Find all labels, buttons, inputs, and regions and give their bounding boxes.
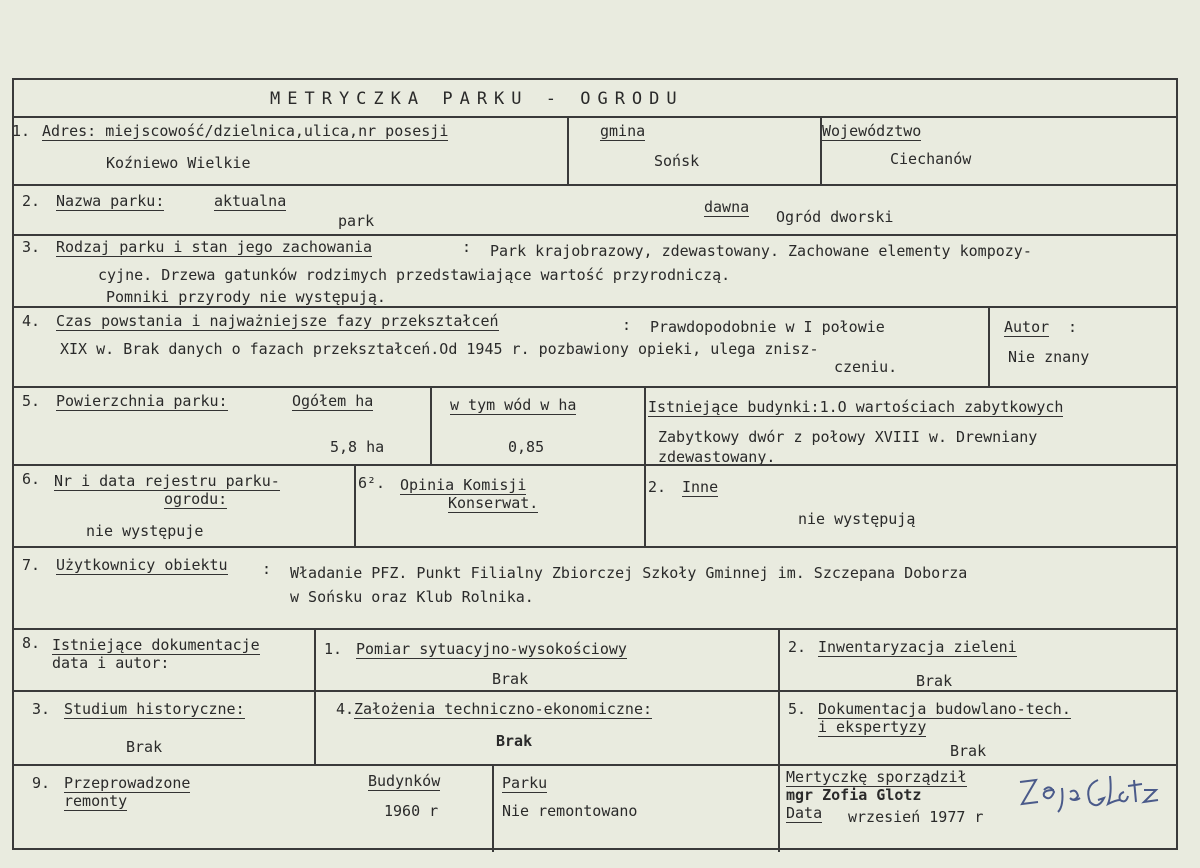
doc-1-label: Pomiar sytuacyjno-wysokościowy [356,640,627,658]
gmina-value: Sońsk [654,152,700,170]
prepared-by-value: mgr Zofia Glotz [786,786,922,804]
other-number: 2. [648,478,667,496]
divider [314,630,316,692]
former-name-value: Ogród dworski [776,208,894,226]
park-type-line-2: cyjne. Drzewa gatunków rodzimych przedstawiające wartość przyrodniczą. [98,266,731,284]
opinion-label-2: Konserwat. [448,494,539,512]
doc-5-value: Brak [950,742,987,760]
section-9-number: 9. [32,774,51,792]
register-row [14,464,1176,548]
documentation-label-1: Istniejące dokumentacje [52,636,260,654]
documentation-row [14,628,1176,692]
park-type-line-3: Pomniki przyrody nie występują. [106,288,386,306]
doc-5-label-2: i ekspertyzy [818,718,927,736]
divider [492,766,494,852]
date-label: Data [786,804,823,822]
handwritten-signature [1014,770,1164,824]
section-5-number: 5. [22,392,41,410]
gmina-label: gmina [600,122,646,140]
creation-time-row [14,306,1176,388]
form-title: METRYCZKA PARKU - OGRODU [270,89,684,109]
doc-1-number: 1. [324,640,343,658]
divider [644,388,646,466]
creation-time-label: Czas powstania i najważniejsze fazy przekształceń [56,312,499,330]
opinion-number: 6². [358,474,386,492]
renovation-park-value: Nie remontowano [502,802,638,820]
renovations-label-1: Przeprowadzone [64,774,191,792]
author-label: Autor [1004,318,1050,336]
park-type-label: Rodzaj parku i stan jego zachowania [56,238,373,256]
renovations-label-2: remonty [64,792,128,810]
divider [430,388,432,466]
register-value: nie występuje [86,522,204,540]
creation-time-colon: : [622,316,632,334]
divider [778,766,780,852]
doc-5-number: 5. [788,700,807,718]
doc-4-label: Założenia techniczno-ekonomiczne: [354,700,653,718]
renovation-buildings-value: 1960 r [384,802,439,820]
area-row [14,386,1176,466]
doc-1-value: Brak [492,670,529,688]
buildings-line-2: zdewastowany. [658,448,776,466]
documentation-row-2 [14,690,1176,766]
creation-time-line-1: Prawdopodobnie w I połowie [650,318,885,336]
creation-time-line-3: czeniu. [834,358,898,376]
park-name-label: Nazwa parku: [56,192,165,210]
water-area-label: w tym wód w ha [450,396,577,414]
creation-time-line-2: XIX w. Brak danych o fazach przekształceń.Od 1945 r. pozbawiony opieki, ulega znisz- [60,340,819,358]
author-value: Nie znany [1008,348,1090,366]
address-row [14,116,1176,186]
doc-5-label-1: Dokumentacja budowlano-tech. [818,700,1071,718]
renovation-park-label: Parku [502,774,548,792]
users-row [14,546,1176,630]
wojewodztwo-value: Ciechanów [890,150,972,168]
section-3-number: 3. [22,238,41,256]
other-label: Inne [682,478,719,496]
area-label: Powierzchnia parku: [56,392,228,410]
park-type-colon: : [462,238,472,256]
doc-2-label: Inwentaryzacja zieleni [818,638,1017,656]
section-8-number: 8. [22,634,41,652]
title-row [14,80,1176,116]
section-6-number: 6. [22,470,41,488]
section-2-number: 2. [22,192,41,210]
doc-2-value: Brak [916,672,953,690]
divider [778,692,780,766]
doc-3-value: Brak [126,738,163,756]
doc-4-number: 4. [336,700,355,718]
buildings-line-1: Zabytkowy dwór z połowy XVIII w. Drewniany [658,428,1038,446]
divider [354,466,356,548]
address-label: Adres: miejscowość/dzielnica,ulica,nr posesji [42,122,449,140]
former-name-label: dawna [704,198,750,216]
users-label: Użytkownicy obiektu [56,556,228,574]
divider [778,630,780,692]
water-area-value: 0,85 [508,438,545,456]
prepared-by-label: Mertyczkę sporządził [786,768,967,786]
users-line-1: Władanie PFZ. Punkt Filialny Zbiorczej Szkoły Gminnej im. Szczepana Doborza [290,564,968,582]
total-area-label: Ogółem ha [292,392,374,410]
users-line-2: w Sońsku oraz Klub Rolnika. [290,588,534,606]
renovations-row [14,764,1176,852]
park-type-row [14,234,1176,308]
divider [567,118,569,186]
register-label-1: Nr i data rejestru parku- [54,472,280,490]
section-7-number: 7. [22,556,41,574]
park-name-row [14,184,1176,236]
address-value: Koźniewo Wielkie [106,154,251,172]
date-value: wrzesień 1977 r [848,808,984,826]
current-name-value: park [338,212,375,230]
opinion-label-1: Opinia Komisji [400,476,527,494]
other-value: nie występują [798,510,916,528]
section-1-number: 1. [12,122,31,140]
buildings-label: Istniejące budynki:1.O wartościach zabytkowych [648,398,1064,416]
register-label-2: ogrodu: [164,490,228,508]
divider [988,308,990,388]
doc-3-label: Studium historyczne: [64,700,245,718]
park-type-line-1: Park krajobrazowy, zdewastowany. Zachowane elementy kompozy- [490,242,1032,260]
divider [644,466,646,548]
doc-3-number: 3. [32,700,51,718]
renovation-buildings-label: Budynków [368,772,441,790]
divider [314,692,316,766]
current-name-label: aktualna [214,192,287,210]
section-4-number: 4. [22,312,41,330]
author-colon: : [1068,318,1078,336]
total-area-value: 5,8 ha [330,438,385,456]
users-colon: : [262,560,272,578]
wojewodztwo-label: Województwo [822,122,922,140]
doc-2-number: 2. [788,638,807,656]
park-record-form [12,78,1178,850]
documentation-label-2: data i autor: [52,654,170,672]
doc-4-value: Brak [496,732,533,750]
